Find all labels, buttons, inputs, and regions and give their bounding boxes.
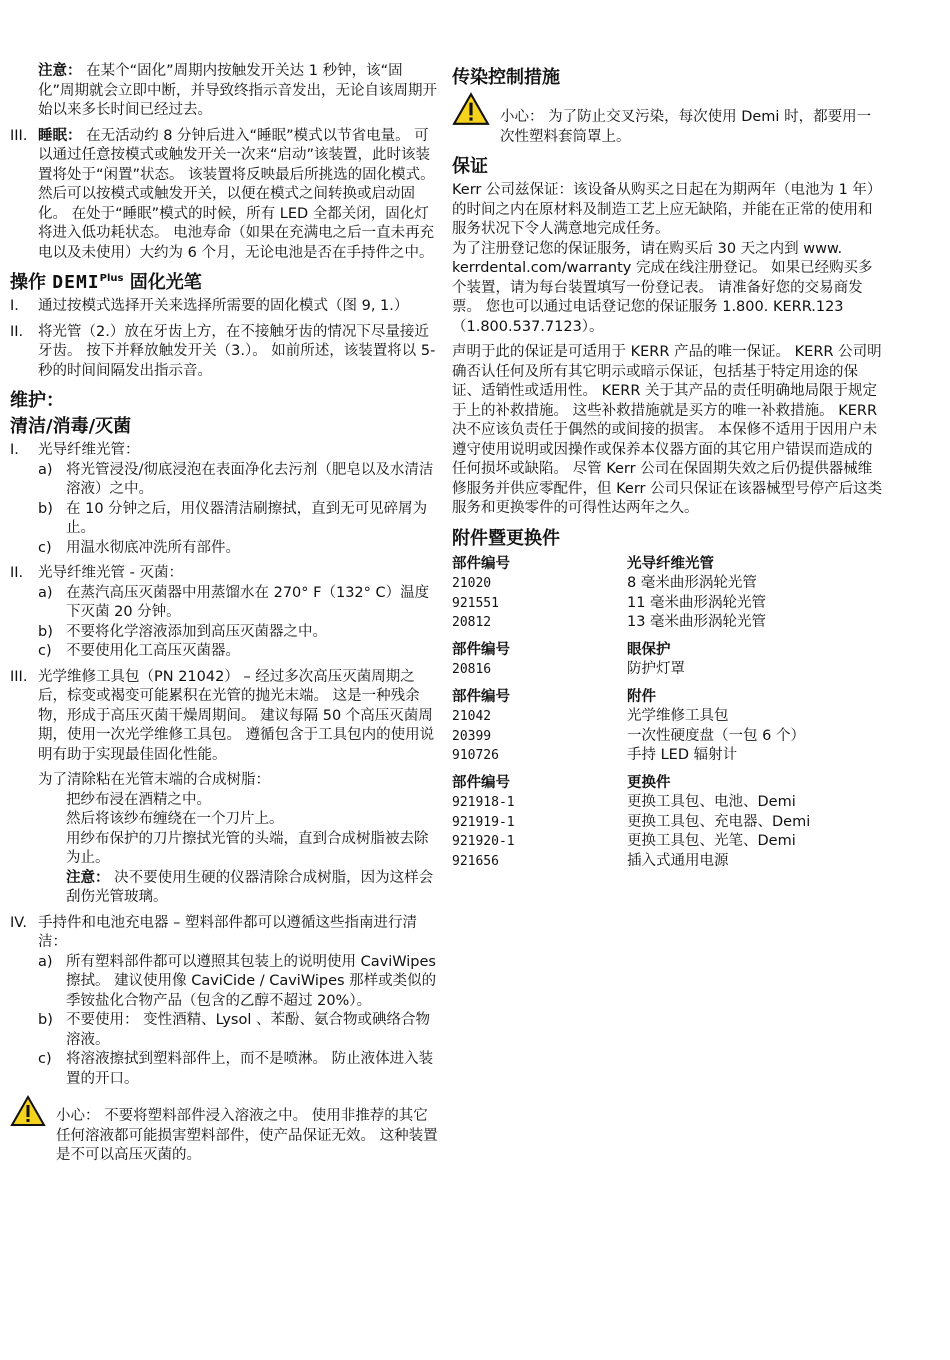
resin-note: 注意： 决不要使用生硬的仪器清除合成树脂，因为这样会刮伤光管玻璃。 <box>66 869 434 905</box>
clean-item-1c: c) 用温水彻底冲洗所有部件。 <box>38 539 240 556</box>
part-number-header: 部件编号 <box>452 688 510 705</box>
clean-item-1a: a) 将光管浸没/彻底浸泡在表面净化去污剂（肥皂以及水清洁溶液）之中。 <box>38 461 434 497</box>
part-number: 21020 <box>452 576 492 591</box>
part-number-header: 部件编号 <box>452 641 510 658</box>
infection-heading: 传染控制措施 <box>452 67 560 88</box>
part-description: 更换工具包、电池、Demi <box>627 794 796 810</box>
part-description: 8 毫米曲形涡轮光管 <box>627 575 757 591</box>
clean-item-2a: a) 在蒸汽高压灭菌器中用蒸馏水在 270° F（132° C）温度下灭菌 20 分钟。 <box>38 584 430 620</box>
parts-heading: 附件暨更换件 <box>452 527 560 549</box>
infection-text: 为了防止交叉污染，每次使用 Demi 时，都要用一次性塑料套筒罩上。 <box>500 109 872 145</box>
cleaning-heading: 清洁/消毒/灭菌 <box>10 416 132 437</box>
clean-item-1b: b) 在 10 分钟之后，用仪器清洁刷擦拭，直到无可见碎屑为止。 <box>38 500 428 536</box>
caution-text: 不要将塑料部件浸入溶液之中。 使用非推荐的其它任何溶液都可能损害塑料部件，使产品保证无效。 这种装置是不可以高压灭菌的。 <box>56 1108 438 1163</box>
part-number: 21042 <box>452 709 492 724</box>
clean-item-4b: b) 不要使用： 变性酒精、Lysol 、苯酚、氨合物或碘络合物溶液。 <box>38 1012 430 1048</box>
part-number: 910726 <box>452 748 499 763</box>
warning-icon <box>452 92 490 126</box>
part-category-header: 光导纤维光管 <box>627 555 714 572</box>
note-label: 注意： <box>38 63 82 79</box>
sleep-item <box>10 127 438 264</box>
part-number: 921656 <box>452 853 499 869</box>
clean-item-2c: c) 不要使用化工高压灭菌器。 <box>38 643 240 659</box>
part-category-header: 更换件 <box>627 774 671 791</box>
left-column <box>10 62 438 1166</box>
sleep-label: 睡眠： <box>38 127 82 144</box>
plastic-caution <box>10 1095 438 1166</box>
demi-logo-sup: Plus <box>99 273 124 284</box>
parts-list <box>452 555 884 872</box>
curing-note <box>38 62 438 121</box>
parts-group <box>452 774 884 872</box>
clean-item-4: IV. 手持件和电池充电器 – 塑料部件都可以遵循这些指南进行清洁： <box>10 914 417 950</box>
part-description: 插入式通用电源 <box>627 852 729 869</box>
warranty-paragraph-3: 声明于此的保证是可适用于 KERR 产品的唯一保证。 KERR 公司明确否认任何及所有其它明示或暗示保证，包括基于特定用途的保证、适销性或适用性。 KERR 关于其产品的责任明确地局限于规定于上的补救措施。 这些补救措施就是买方的唯一补救措施。 KERR 决不应该负责任于偶然的或间接的损害。 本保修不适用于因用户未遵守使用说明或因操作或保养本仪器方面的其它用户错误而造成的任何损坏或缺陷。 尽管 Kerr 公司在保固期失效之后仍提供器械维修服务并供应零配件，但 Kerr 公司只保证在该器械型号停产后这类服务和更换零件的可得性达两年之久。 <box>452 344 883 516</box>
part-description: 更换工具包、光笔、Demi <box>627 833 796 849</box>
parts-group <box>452 688 884 766</box>
resin-intro: 为了清除粘在光管末端的合成树脂： <box>38 772 270 788</box>
resin-step-1: 把纱布浸在酒精之中。 <box>66 791 211 808</box>
part-number: 20812 <box>452 615 492 630</box>
part-number: 921920-1 <box>452 834 515 849</box>
part-description: 更换工具包、充电器、Demi <box>627 813 811 830</box>
part-category-header: 附件 <box>627 688 656 705</box>
part-description: 手持 LED 辐射计 <box>627 747 738 763</box>
part-number: 20816 <box>452 662 492 677</box>
clean-item-4a: a) 所有塑料部件都可以遵照其包装上的说明使用 CaviWipes 擦拭。 建议使用像 CaviCide / CaviWipes 那样或类似的季铵盐化合物产品（包含的乙醇不超过 20%）。 <box>38 953 437 1009</box>
clean-item-1: I. 光导纤维光管： <box>10 442 140 458</box>
part-number: 921919-1 <box>452 814 515 830</box>
warranty-paragraph-2: 为了注册登记您的保证服务，请在购买后 30 天之内到 www. kerrdental.com/warranty 完成在线注册登记。 如果已经购买多个装置，请为每台装置填写一份登记表。 请准备好您的交易商发票。 您也可以通过电话登记您的保证服务 1.800. KERR.123（1.800.537.7123）。 <box>452 240 873 335</box>
operate-step-1: I. 通过按模式选择开关来选择所需要的固化模式（图 9, 1.） <box>10 298 409 314</box>
infection-caution: 小心： 为了防止交叉污染，每次使用 Demi 时，都要用一次性塑料套筒罩上。 <box>452 92 884 147</box>
part-number: 921551 <box>452 595 499 611</box>
sleep-text: 在无活动约 8 分钟后进入“睡眠”模式以节省电量。 可以通过任意按模式或触发开关一次来“启动”该装置，此时该装置将处于“闲置”状态。 该装置将反映最后所挑选的固化模式。 然后可以按模式或触发开关，以便在模式之间转换或启动固化。 在处于“睡眠”模式的时候，所有 LED 全都关闭，固化灯将进入低功耗状态。 电池寿命（如果在充满电之后一直未再充电以及未使用）大约为 6 个月，无论电池是否在手持件之中。 <box>38 127 435 261</box>
part-number: 921918-1 <box>452 795 515 810</box>
part-number-header: 部件编号 <box>452 774 510 791</box>
item-number: III. <box>10 127 28 144</box>
operate-step-2: II. 将光管（2.）放在牙齿上方，在不接触牙齿的情况下尽量接近牙齿。 按下并释放触发开关（3.）。 如前所述，该装置将以 5-秒的时间间隔发出指示音。 <box>10 323 436 379</box>
part-number: 20399 <box>452 728 492 744</box>
clean-item-2b: b) 不要将化学溶液添加到高压灭菌器之中。 <box>38 623 327 640</box>
clean-item-4c: c) 将溶液擦拭到塑料部件上，而不是喷淋。 防止液体进入装置的开口。 <box>38 1051 434 1087</box>
right-column <box>452 62 884 871</box>
warranty-heading: 保证 <box>452 156 488 177</box>
part-description: 光学维修工具包 <box>627 708 729 724</box>
part-description: 11 毫米曲形涡轮光管 <box>627 594 767 611</box>
part-description: 防护灯罩 <box>627 661 685 677</box>
part-category-header: 眼保护 <box>627 641 671 658</box>
parts-group <box>452 555 884 633</box>
warranty-paragraph-1: Kerr 公司兹保证：该设备从购买之日起在为期两年（电池为 1 年）的时间之内在原材料及制造工艺上应无缺陷，并能在正常的使用和服务状况下令人满意地完成任务。 <box>452 182 882 237</box>
operate-heading: 操作 $DEMI^{Plus}$ 固化光笔 <box>10 272 202 293</box>
resin-step-2: 然后将该纱布缠绕在一个刀片上。 <box>66 811 284 827</box>
part-number-header: 部件编号 <box>452 555 510 572</box>
demi-logo: DEMI <box>52 272 100 293</box>
clean-item-2: II. 光导纤维光管 - 灭菌： <box>10 565 183 581</box>
part-description: 一次性硬度盘（一包 6 个） <box>627 727 805 744</box>
clean-item-3: III. 光学维修工具包（PN 21042） – 经过多次高压灭菌周期之后，棕变或褐变可能累积在光管的抛光末端。 这是一种残余物，形成于高压灭菌干燥周期间。 建议每隔 50 个高压灭菌周期，使用一次光学维修工具包。 遵循包含于工具包内的使用说明有助于实现最佳固化性能。 <box>10 668 435 763</box>
resin-step-3: 用纱布保护的刀片擦拭光管的头端，直到合成树脂被去除为止。 <box>66 830 429 866</box>
maintenance-heading: 维护： <box>10 390 64 411</box>
parts-group <box>452 641 884 680</box>
caution-label: 小心： <box>56 1108 100 1124</box>
note-text: 在某个“固化”周期内按触发开关达 1 秒钟，该“固化”周期就会立即中断，并导致终指示音发出，无论自该周期开始以来多长时间已经过去。 <box>38 63 438 118</box>
part-description: 13 毫米曲形涡轮光管 <box>627 614 767 630</box>
warning-icon <box>10 1095 46 1127</box>
